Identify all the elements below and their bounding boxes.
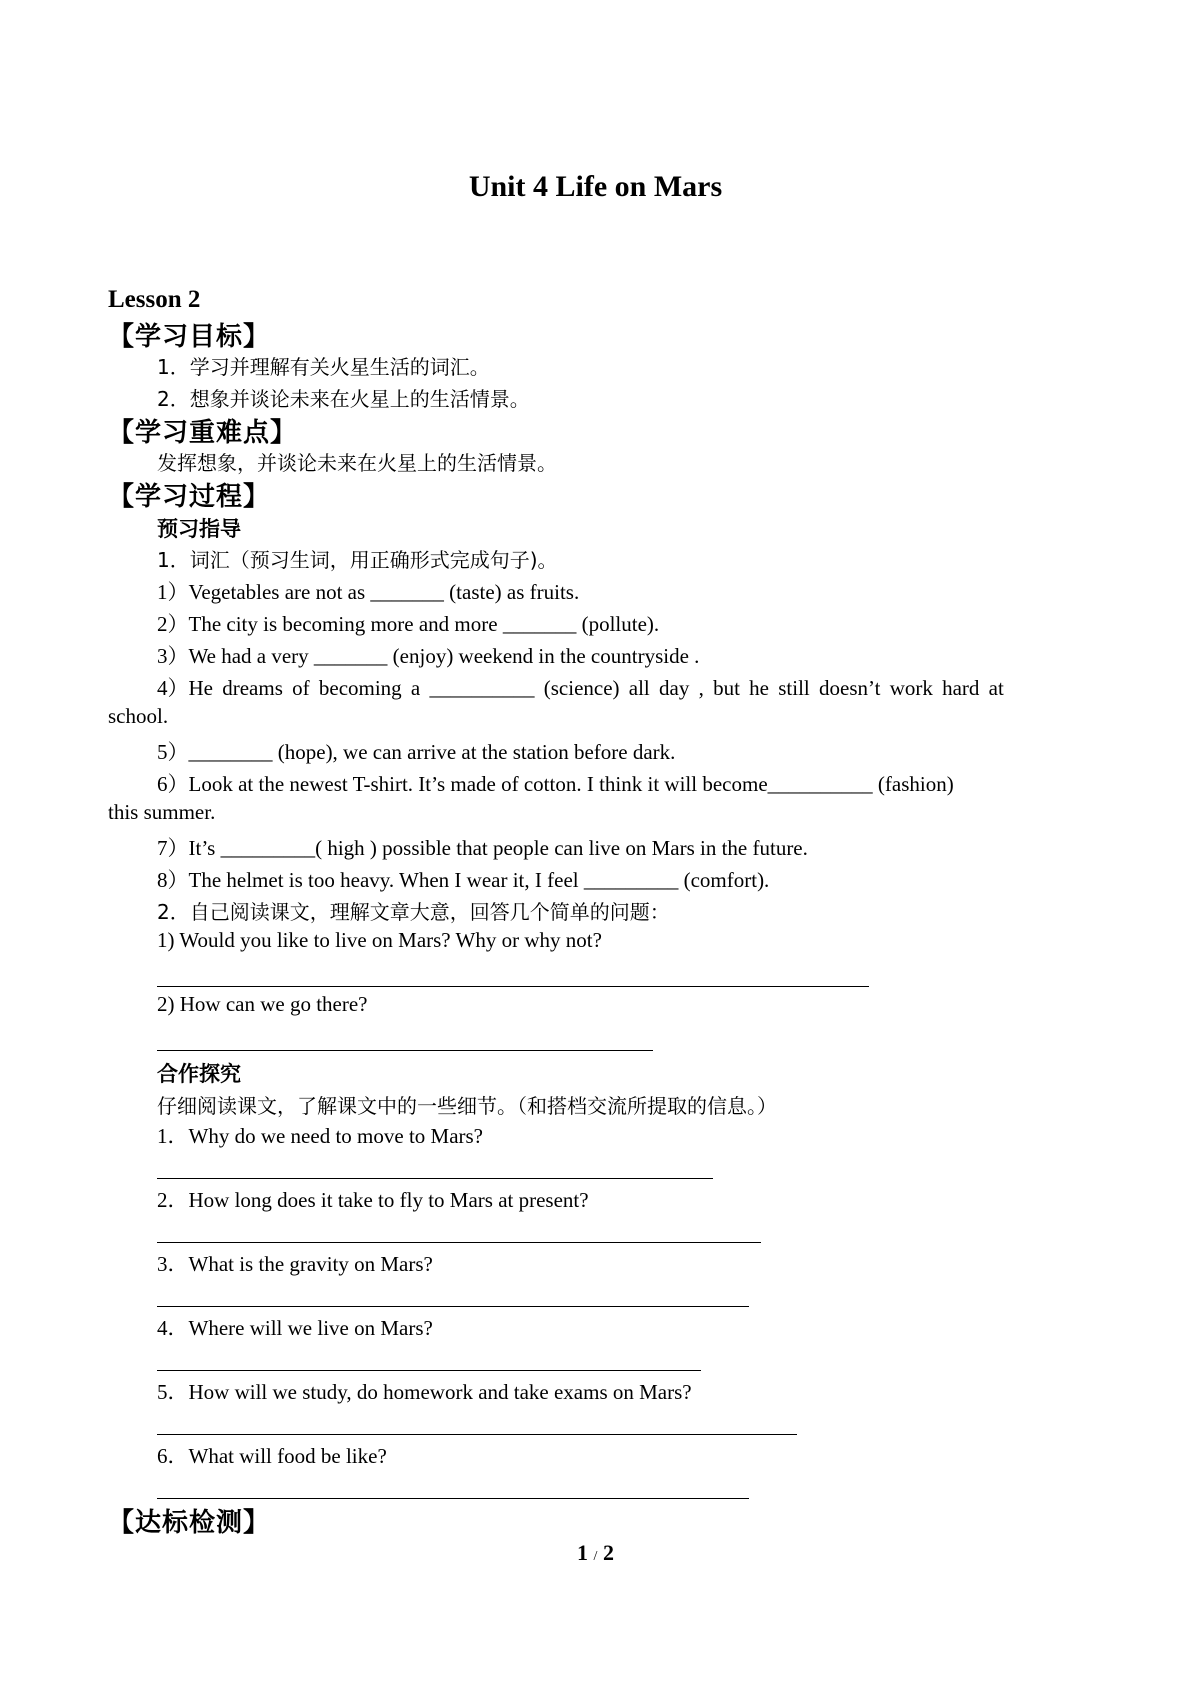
exercise-item: 8）The helmet is too heavy. When I wear it, I feel _________ (comfort). bbox=[157, 868, 770, 892]
detail-question: 5．How will we study, do homework and take exams on Mars? bbox=[157, 1380, 692, 1404]
detail-question: 3．What is the gravity on Mars? bbox=[157, 1252, 433, 1276]
key-point-text: 发挥想象，并谈论未来在火星上的生活情景。 bbox=[157, 451, 557, 475]
detail-question: 6．What will food be like? bbox=[157, 1444, 387, 1468]
page-total: 2 bbox=[602, 1540, 614, 1565]
vocab-instruction: 1．词汇（预习生词，用正确形式完成句子)。 bbox=[157, 548, 558, 572]
exercise-item: 5）________ (hope), we can arrive at the station before dark. bbox=[157, 740, 676, 764]
reading-question: 1) Would you like to live on Mars? Why or why not? bbox=[157, 928, 602, 952]
objective-item: 2．想象并谈论未来在火星上的生活情景。 bbox=[157, 387, 530, 411]
answer-line bbox=[157, 1242, 761, 1243]
preview-heading: 预习指导 bbox=[157, 517, 241, 541]
exercise-item: 7）It’s _________( high ) possible that people can live on Mars in the future. bbox=[157, 836, 808, 860]
answer-line bbox=[157, 1498, 749, 1499]
answer-line bbox=[157, 1434, 797, 1435]
page-current: 1 bbox=[577, 1540, 589, 1565]
exercise-item: 3）We had a very _______ (enjoy) weekend in the countryside . bbox=[157, 644, 700, 668]
page-number bbox=[0, 1540, 1191, 1566]
answer-line bbox=[157, 1050, 653, 1051]
section-process: 【学习过程】 bbox=[108, 482, 271, 512]
exercise-item: 2）The city is becoming more and more _______ (pollute). bbox=[157, 612, 660, 636]
reading-instruction: 2．自己阅读课文，理解文章大意，回答几个简单的问题： bbox=[157, 900, 670, 924]
page-separator: / bbox=[593, 1549, 598, 1564]
detail-question: 2．How long does it take to fly to Mars at present? bbox=[157, 1188, 589, 1212]
exercise-item: 4）He dreams of becoming a __________ (science) all day , but he still doesn’t work hard at bbox=[157, 676, 1004, 700]
reading-question: 2) How can we go there? bbox=[157, 992, 368, 1016]
exercise-item: 6）Look at the newest T-shirt. It’s made of cotton. I think it will become__________ (fashion) bbox=[157, 772, 954, 796]
answer-line bbox=[157, 1178, 713, 1179]
answer-line bbox=[157, 986, 869, 987]
section-objectives: 【学习目标】 bbox=[108, 322, 271, 352]
answer-line bbox=[157, 1306, 749, 1307]
section-test: 【达标检测】 bbox=[108, 1508, 271, 1538]
cooperation-heading: 合作探究 bbox=[157, 1062, 241, 1086]
exercise-item-continued: school. bbox=[108, 704, 169, 728]
objective-item: 1．学习并理解有关火星生活的词汇。 bbox=[157, 355, 490, 379]
section-key-points: 【学习重难点】 bbox=[108, 418, 298, 448]
detail-question: 4．Where will we live on Mars? bbox=[157, 1316, 433, 1340]
document-title: Unit 4 Life on Mars bbox=[468, 170, 723, 203]
lesson-heading: Lesson 2 bbox=[108, 286, 201, 313]
exercise-item: 1）Vegetables are not as _______ (taste) as fruits. bbox=[157, 580, 580, 604]
exercise-item-continued: this summer. bbox=[108, 800, 216, 824]
detail-question: 1．Why do we need to move to Mars? bbox=[157, 1124, 484, 1148]
cooperation-instruction: 仔细阅读课文，了解课文中的一些细节。（和搭档交流所提取的信息。） bbox=[157, 1094, 777, 1118]
answer-line bbox=[157, 1370, 701, 1371]
